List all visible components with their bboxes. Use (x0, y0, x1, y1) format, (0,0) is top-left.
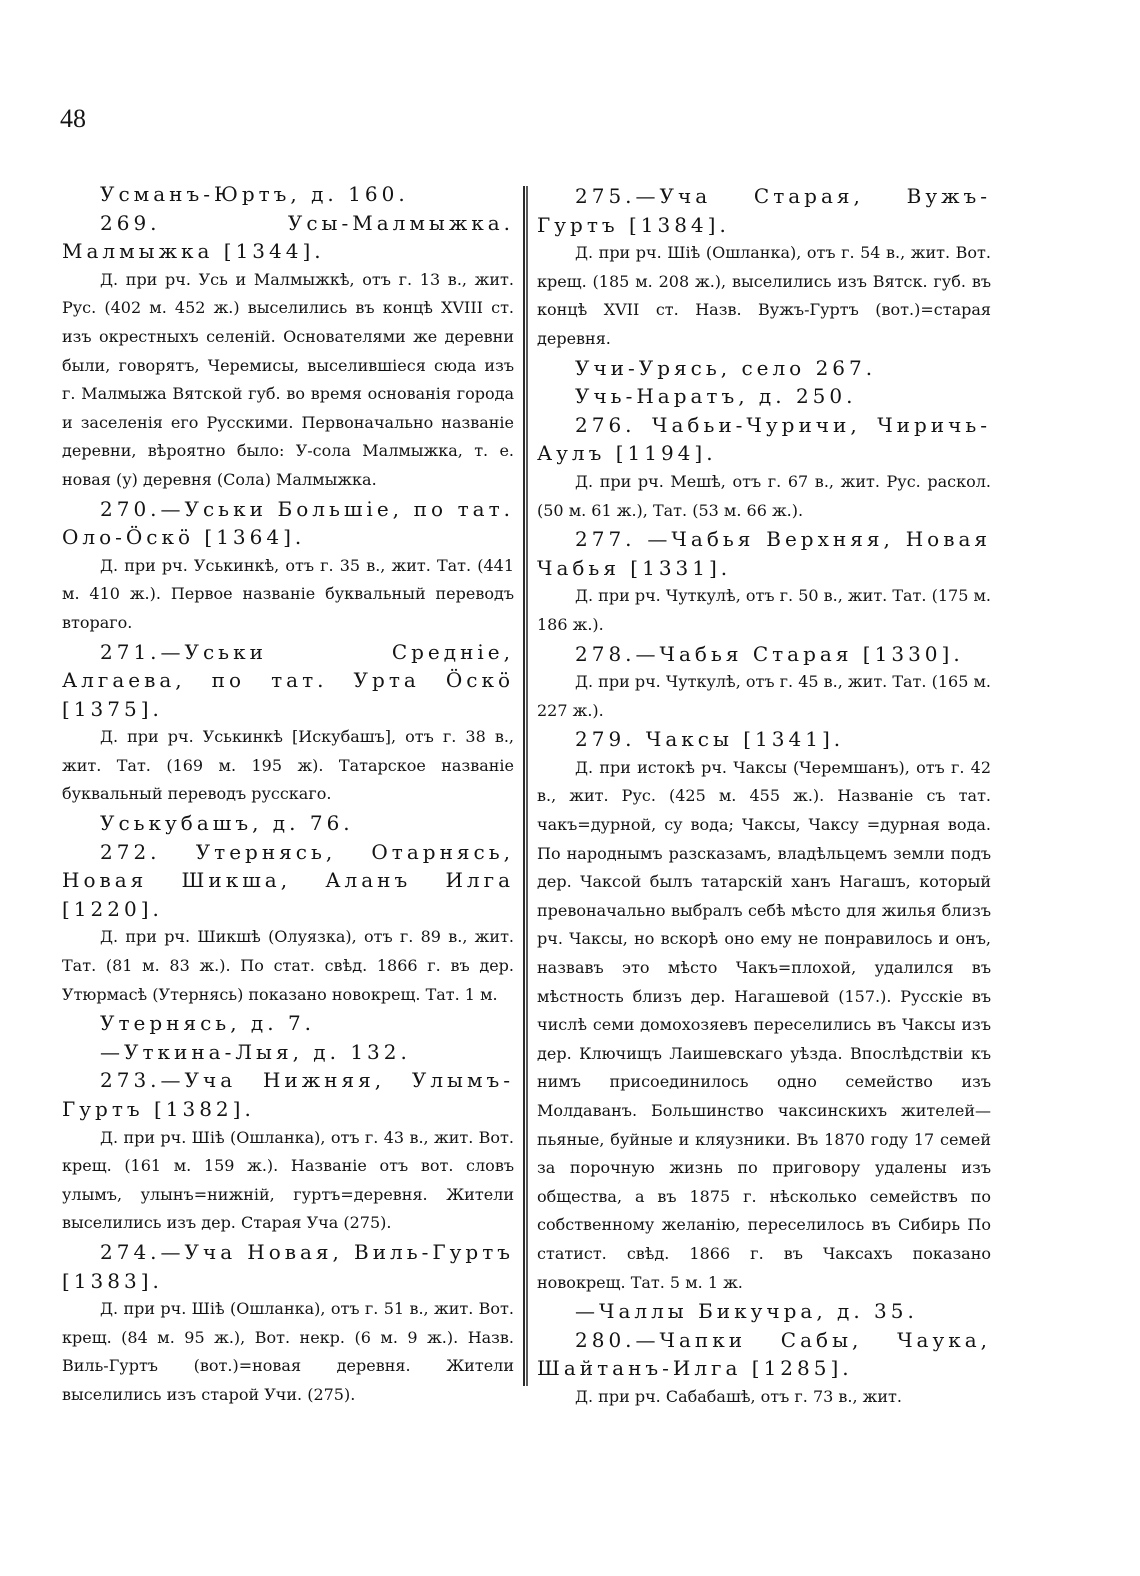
page-number: 48 (60, 104, 86, 133)
entry-heading-280: 280.—Чапки Сабы, Чаука, Шайтанъ-Илга [1285]. (537, 1327, 991, 1381)
entry-text-273: Д. при рч. Шіѣ (Ошланка), отъ г. 43 в., жит. Вот. крещ. (161 м. 159 ж.). Названіе отъ вот. словъ улымъ, улынъ=нижній, гуртъ=деревня. Жители выселились изъ дер. Старая Уча (275). (62, 1127, 514, 1233)
entry-text-269: Д. при рч. Усь и Малмыжкѣ, отъ г. 13 в., жит. Рус. (402 м. 452 ж.) выселились въ концѣ XVIII ст. изъ окрестныхъ селеній. Основателями же деревни были, говорятъ, Черемисы, выселившіеся сюда изъ г. Малмыжа Вятской губ. во время основанія города и заселенія его Русскими. Первоначально названіе деревни, вѣроятно было: У-сола Малмыжка, т. е. новая (у) деревня (Сола) Малмыжка. (62, 269, 514, 489)
entry-text-272: Д. при рч. Шикшѣ (Олуязка), отъ г. 89 в., жит. Тат. (81 м. 83 ж.). По стат. свѣд. 1866 г. въ дер. Утюрмасѣ (Утернясь) показано новокрещ. Тат. 1 м. (62, 927, 514, 1004)
entry-text-275: Д. при рч. Шіѣ (Ошланка), отъ г. 54 в., жит. Вот. крещ. (185 м. 208 ж.), выселились изъ Вятск. губ. въ концѣ XVII ст. Назв. Вужъ-Гуртъ (вот.)=старая деревня. (537, 243, 991, 348)
cross-reference-uskubash: Уськубашъ, д. 76. (100, 811, 354, 836)
entry-heading-269: 269. Усы-Малмыжка. Малмыжка [1344]. (62, 210, 514, 264)
cross-reference-usman-yurt: Усманъ-Юртъ, д. 160. (100, 182, 409, 206)
entry-heading-271: 271.—Уськи Средніе, Алгаева, по тат. Урта Ӧскӧ [1375]. (62, 639, 514, 721)
entry-text-277: Д. при рч. Чуткулѣ, отъ г. 50 в., жит. Тат. (175 м. 186 ж.). (537, 586, 991, 634)
entry-heading-279: 279. Чаксы [1341]. (575, 727, 845, 752)
entry-text-280: Д. при рч. Сабабашѣ, отъ г. 73 в., жит. (575, 1386, 902, 1406)
entry-text-271: Д. при рч. Уськинкѣ [Искубашъ], отъ г. 38 в., жит. Тат. (169 м. 195 ж). Татарское названіе буквальный переводъ русскаго. (62, 727, 514, 804)
entry-heading-272: 272. Утернясь, Отарнясь, Новая Шикша, Аланъ Илга [1220]. (62, 839, 514, 921)
cross-reference-uternyas: Утернясь, д. 7. (100, 1011, 316, 1036)
entry-heading-277: 277. —Чабья Верхняя, Новая Чабья [1331]. (537, 527, 991, 580)
cross-reference-chally-bikuchra: —Чаллы Бикучра, д. 35. (575, 1299, 918, 1324)
entry-text-279: Д. при истокѣ рч. Чаксы (Черемшанъ), отъ г. 42 в., жит. Рус. (425 м. 455 ж.). Названіе съ тат. чакъ=дурной, су вода; Чаксы, Чаксу =дурная вода. По народнымъ разсказамъ, владѣльцемъ земли подъ дер. Чаксой былъ татарскій ханъ Нагашъ, который превоначально выбралъ себѣ мѣсто для жилья близъ рч. Чаксы, но вскорѣ оно ему не понравилось и онъ, назвавъ это мѣсто Чакъ=плохой, удалился въ мѣстность близъ дер. Нагашевой (157.). Русскіе въ числѣ семи домохозяевъ переселились въ Чаксы изъ дер. Ключищъ Лаишевскаго уѣзда. Впослѣдствіи къ нимъ присоединилось одно семейство изъ Молдаванъ. Большинство чаксинскихъ жителей—пьяные, буйные и кляузники. Въ 1870 году 17 семей за порочную жизнь по приговору удалены изъ общества, а въ 1875 г. нѣсколько семействъ по собственному желанію, переселилось въ Сибирь По статист. свѣд. 1866 г. въ Чаксахъ показано новокрещ. Тат. 5 м. 1 ж. (537, 757, 991, 1292)
right-column (537, 182, 991, 1412)
entry-heading-275: 275.—Уча Старая, Вужъ-Гуртъ [1384]. (537, 184, 991, 237)
entry-text-276: Д. при рч. Мешѣ, отъ г. 67 в., жит. Рус. раскол. (50 м. 61 ж.), Тат. (53 м. 66 ж.). (537, 471, 991, 520)
entry-heading-276: 276. Чабьи-Чуричи, Чиричь-Аулъ [1194]. (537, 412, 991, 466)
entry-heading-278: 278.—Чабья Старая [1330]. (575, 641, 964, 666)
entry-text-270: Д. при рч. Уськинкѣ, отъ г. 35 в., жит. Тат. (441 м. 410 ж.). Первое названіе буквальный переводъ втораго. (62, 555, 514, 632)
entry-text-274: Д. при рч. Шіѣ (Ошланка), отъ г. 51 в., жит. Вот. крещ. (84 м. 95 ж.), Вот. некр. (6 м. 9 ж.). Назв. Виль-Гуртъ (вот.)=новая деревня. Жители выселились изъ старой Учи. (275). (62, 1299, 514, 1404)
left-column (62, 180, 514, 1410)
entry-heading-270: 270.—Уськи Большіе, по тат. Оло-Ӧскӧ [1364]. (62, 496, 514, 550)
entry-text-278: Д. при рч. Чуткулѣ, отъ г. 45 в., жит. Тат. (165 м. 227 ж.). (537, 672, 991, 720)
cross-reference-uch-narat: Учь-Наратъ, д. 250. (575, 384, 857, 409)
column-rule (523, 186, 525, 1386)
entry-heading-273: 273.—Уча Нижняя, Улымъ-Гуртъ [1382]. (62, 1068, 514, 1121)
entry-heading-274: 274.—Уча Новая, Виль-Гуртъ [1383]. (62, 1239, 514, 1293)
cross-reference-utkina-lyya: —Уткина-Лыя, д. 132. (100, 1039, 411, 1064)
cross-reference-uchi-uryas: Учи-Урясь, село 267. (575, 355, 877, 380)
